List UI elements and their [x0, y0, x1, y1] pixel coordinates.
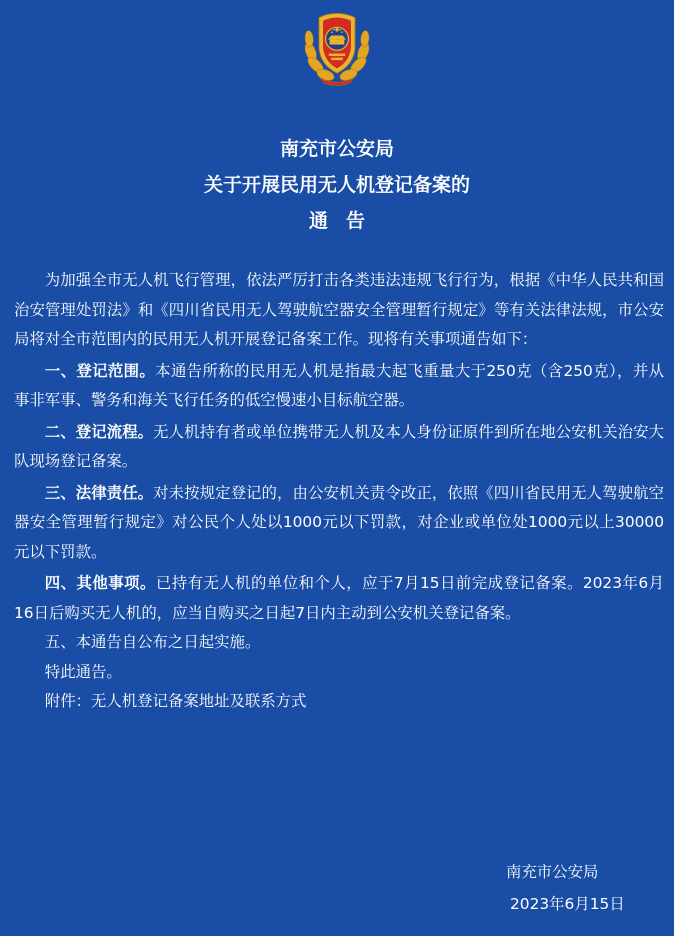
- item-3-paragraph: [14, 479, 664, 568]
- item-5-paragraph: 五、本通告自公布之日起实施。: [44, 633, 261, 651]
- item-2-label: 二、登记流程。: [44, 422, 154, 441]
- signature-org: 南充市公安局: [506, 863, 599, 881]
- title-line-2: 关于开展民用无人机登记备案的: [203, 174, 470, 196]
- item-4-text: 已持有无人机的单位和个人，应于7月15日前完成登记备案。2023年6月16日后购买无人机的，应当自购买之日起7日内主动到公安机关登记备案。: [14, 574, 664, 622]
- title-line-1: 南充市公安局: [279, 138, 394, 160]
- item-4-label: 四、其他事项。: [44, 574, 156, 592]
- title-line-3: 通告: [308, 210, 383, 232]
- closing-paragraph: 特此通告。: [44, 662, 122, 681]
- police-emblem-icon: [296, 6, 378, 88]
- item-1-paragraph: [14, 357, 664, 416]
- notice-body: [14, 266, 664, 717]
- intro-paragraph: 为加强全市无人机飞行管理，依法严厉打击各类违法违规飞行行为，根据《中华人民共和国治安管理处罚法》和《四川省民用无人驾驶航空器安全管理暂行规定》等有关法律法规，市公安局将对全市范围内的民用无人机开展登记备案工作。现将有关事项通告如下：: [14, 271, 664, 348]
- item-1-label: 一、登记范围。: [44, 361, 156, 380]
- item-3-label: 三、法律责任。: [44, 483, 154, 502]
- attachment-paragraph: 附件：无人机登记备案地址及联系方式: [44, 692, 307, 710]
- item-2-text: 无人机持有者或单位携带无人机及本人身份证原件到所在地公安机关治安大队现场登记备案。: [14, 422, 664, 470]
- signature-date: 2023年6月15日: [510, 895, 625, 913]
- item-2-paragraph: [14, 418, 664, 477]
- item-4-paragraph: [14, 569, 664, 628]
- item-1-text: 本通告所称的民用无人机是指最大起飞重量大于250克（含250克），并从事非军事、警务和海关飞行任务的低空慢速小目标航空器。: [14, 361, 664, 409]
- item-3-text: 对未按规定登记的，由公安机关责令改正，依照《四川省民用无人驾驶航空器安全管理暂行规定》对公民个人处以1000元以下罚款，对企业或单位处1000元以上30000元以下罚款。: [14, 483, 664, 561]
